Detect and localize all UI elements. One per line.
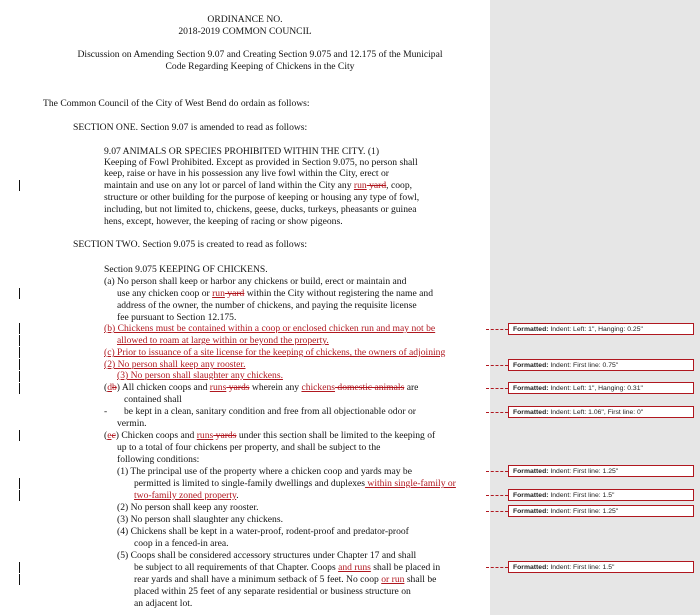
para-e-line: following conditions: — [117, 454, 200, 465]
s907-line: structure or other building for the purpose of keeping or housing any type of fowl, — [104, 192, 420, 203]
ordinance-number: ORDINANCE NO. — [207, 14, 283, 25]
discussion-title-line-2: Code Regarding Keeping of Chickens in the City — [165, 61, 355, 72]
section-one-heading: SECTION ONE. Section 9.07 is amended to read as follows: — [73, 122, 308, 133]
condition-5-line: placed within 25 feet of any separate residential or business structure on — [134, 586, 411, 597]
para-d-line: (db) All chicken coops and runs yards wherein any chickens domestic animals are — [104, 382, 419, 393]
para-a-line: use any chicken coop or run yard within the City without registering the name and — [117, 288, 434, 299]
formatting-balloon[interactable]: Formatted: Indent: Left: 1.06", First line: 0" — [508, 406, 694, 418]
para-a-line: fee pursuant to Section 12.175. — [117, 312, 237, 323]
change-bar — [19, 490, 20, 501]
markup-margin-pane — [490, 0, 700, 615]
condition-1-line: permitted is limited to single-family dwellings and duplexes within single-family or — [134, 478, 456, 489]
balloon-connector — [486, 412, 508, 413]
change-bar — [19, 359, 20, 370]
change-bar — [19, 288, 20, 299]
s907-line: including, but not limited to, chickens, geese, ducks, turkeys, pheasants or guinea — [104, 204, 417, 215]
change-bar — [19, 335, 20, 346]
deletion: yard — [366, 180, 387, 191]
section-two-heading: SECTION TWO. Section 9.075 is created to read as follows: — [73, 239, 308, 250]
condition-1-line: two-family zoned property. — [134, 490, 239, 501]
formatting-balloon[interactable]: Formatted: Indent: Left: 1", Hanging: 0.25" — [508, 323, 694, 335]
para-e-line: up to a total of four chickens per property, and shall be subject to the — [117, 442, 381, 453]
para-c-line: (3) No person shall slaughter any chickens. — [117, 370, 283, 381]
balloon-connector — [486, 471, 508, 472]
insertion: run — [212, 288, 225, 299]
insertion: run — [353, 180, 367, 191]
council-year: 2018-2019 COMMON COUNCIL — [178, 26, 312, 37]
formatting-balloon[interactable]: Formatted: Indent: First line: 1.5" — [508, 561, 694, 573]
condition-3: (3) No person shall slaughter any chickens. — [117, 514, 283, 525]
formatting-balloon[interactable]: Formatted: Indent: First line: 1.5" — [508, 489, 694, 501]
ordain-statement: The Common Council of the City of West Bend do ordain as follows: — [43, 98, 310, 109]
balloon-connector — [486, 511, 508, 512]
balloon-connector — [486, 495, 508, 496]
para-d-line: contained shall — [124, 394, 182, 405]
condition-4-line: (4) Chickens shall be kept in a water-proof, rodent-proof and predator-proof — [117, 526, 409, 537]
discussion-title-line-1: Discussion on Amending Section 9.07 and Creating Section 9.075 and 12.175 of the Municipal — [77, 49, 443, 60]
formatting-balloon[interactable]: Formatted: Indent: Left: 1", Hanging: 0.31" — [508, 382, 694, 394]
change-bar — [19, 347, 20, 358]
para-a-line: address of the owner, the number of chickens, and paying the requisite license — [117, 300, 417, 311]
para-c-line: (c) Prior to issuance of a site license for the keeping of chickens, the owners of adjoining — [104, 347, 446, 358]
condition-2: (2) No person shall keep any rooster. — [117, 502, 259, 513]
formatting-balloon[interactable]: Formatted: Indent: First line: 0.75" — [508, 359, 694, 371]
para-a-line: (a) No person shall keep or harbor any chickens or build, erect or maintain and — [104, 276, 407, 287]
change-bar — [19, 371, 20, 382]
change-bar — [19, 430, 20, 441]
change-bar — [19, 574, 20, 585]
condition-1-line: (1) The principal use of the property where a chicken coop and yards may be — [117, 466, 412, 477]
para-c-line: (2) No person shall keep any rooster. — [104, 359, 246, 370]
balloon-connector — [486, 567, 508, 568]
formatting-balloon[interactable]: Formatted: Indent: First line: 1.25" — [508, 505, 694, 517]
s907-line: hens, except, however, the keeping of racing or show pigeons. — [104, 216, 343, 227]
balloon-connector — [486, 365, 508, 366]
s9075-title: Section 9.075 KEEPING OF CHICKENS. — [104, 264, 268, 275]
deletion: yard — [224, 288, 245, 299]
balloon-connector — [486, 388, 508, 389]
change-bar — [19, 478, 20, 489]
s907-line: 9.07 ANIMALS OR SPECIES PROHIBITED WITHIN THE CITY. (1) — [104, 146, 380, 157]
para-b-line: (b) Chickens must be contained within a coop or enclosed chicken run and may not be — [104, 323, 436, 334]
para-e-line: (ec) Chicken coops and runs yards under this section shall be limited to the keeping of — [104, 430, 436, 441]
condition-5-line: be subject to all requirements of that Chapter. Coops and runs shall be placed in — [134, 562, 441, 573]
change-bar — [19, 383, 20, 394]
para-d-line: be kept in a clean, sanitary condition and free from all objectionable odor or — [124, 406, 416, 417]
s907-line: Keeping of Fowl Prohibited. Except as provided in Section 9.075, no person shall — [104, 157, 418, 168]
para-b-line: allowed to roam at large within or beyond the property. — [117, 335, 329, 346]
s907-line: maintain and use on any lot or parcel of land within the City any run yard, coop, — [104, 180, 413, 191]
balloon-connector — [486, 329, 508, 330]
condition-4-line: coop in a fenced-in area. — [134, 538, 229, 549]
change-bar — [19, 562, 20, 573]
change-bar — [19, 180, 20, 191]
para-d-line: vermin. — [117, 418, 147, 429]
condition-5-line: an adjacent lot. — [134, 598, 193, 609]
formatting-balloon[interactable]: Formatted: Indent: First line: 1.25" — [508, 465, 694, 477]
condition-5-line: (5) Coops shall be considered accessory structures under Chapter 17 and shall — [117, 550, 417, 561]
para-d-dash: - — [104, 406, 108, 417]
change-bar — [19, 323, 20, 334]
s907-line: keep, raise or have in his possession any live fowl within the City, erect or — [104, 168, 389, 179]
condition-5-line: rear yards and shall have a minimum setback of 5 feet. No coop or run shall be — [134, 574, 437, 585]
